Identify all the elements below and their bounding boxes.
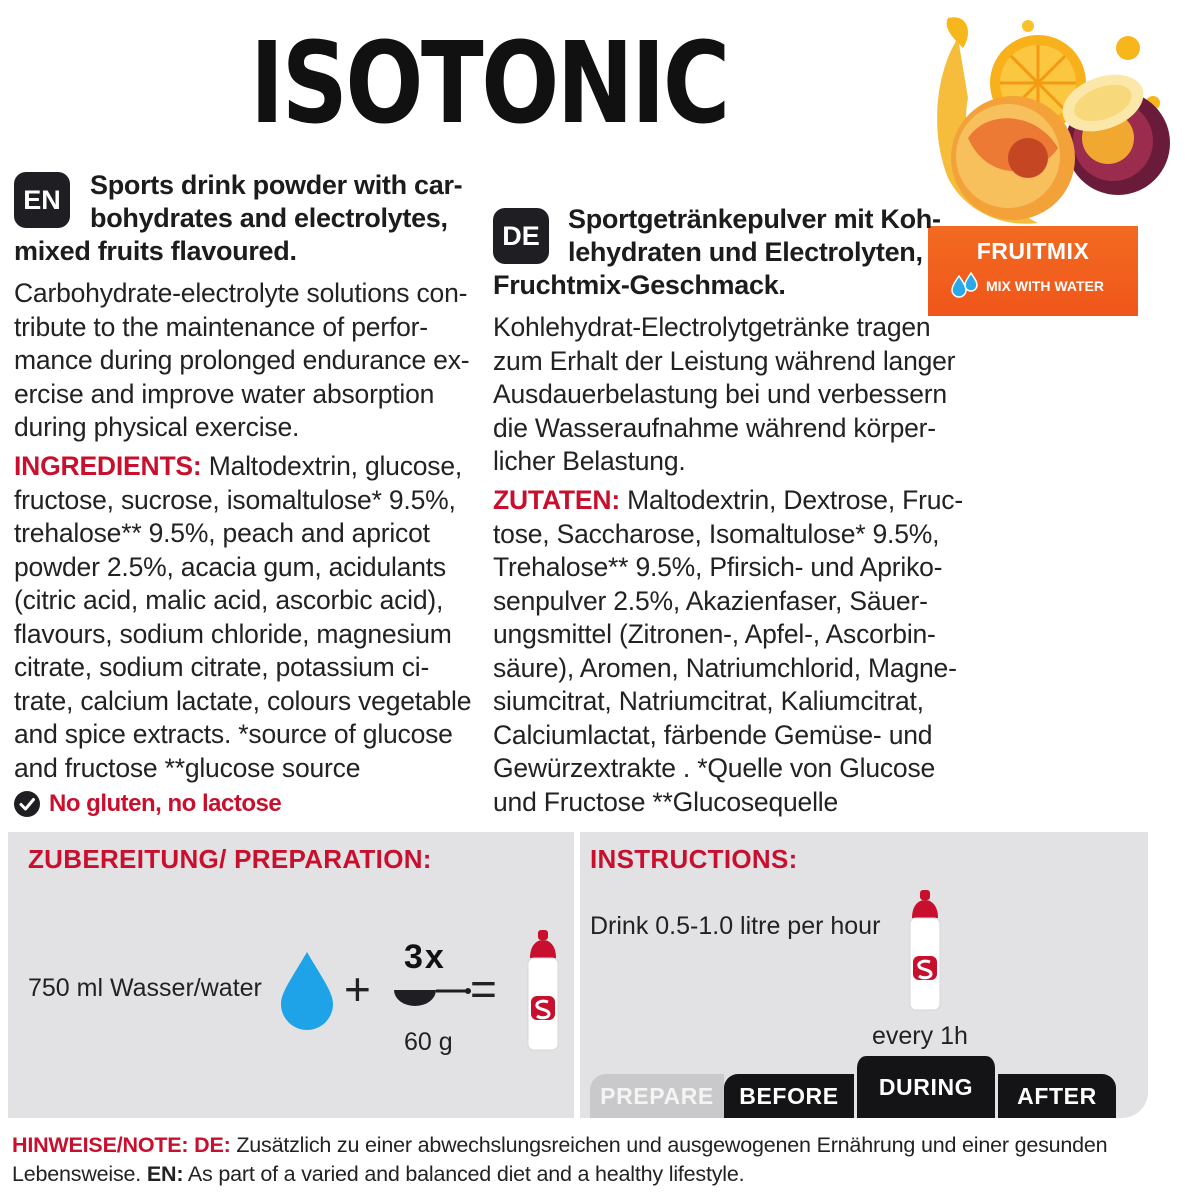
note-en-text: As part of a varied and balanced diet and a healthy lifestyle.	[183, 1162, 745, 1186]
en-ingredients-line: trate, calcium lactate, colours vegetable	[14, 685, 472, 716]
de-ingredients-line: ungsmittel (Zitronen-, Apfel-, Ascorbin-	[493, 619, 936, 649]
timing-tabs	[590, 1056, 1120, 1118]
note-label: HINWEISE/NOTE: DE:	[12, 1133, 231, 1157]
en-description-line: tribute to the maintenance of perfor-	[14, 311, 428, 342]
en-description-line: during physical exercise.	[14, 412, 300, 442]
tab-during: DURING	[854, 1056, 998, 1118]
mix-with-water	[950, 272, 1104, 300]
tab-prepare: PREPARE	[590, 1074, 724, 1118]
de-ingredients-line: tose, Saccharose, Isomaltulose* 9.5%,	[493, 518, 940, 549]
de-ingredients-line: säure), Aromen, Natriumchlorid, Magne-	[493, 652, 957, 683]
note-de-text: Zusätzlich zu einer abwechslungsreichen und ausgewogenen Ernährung und einer gesunden Lebensweise.	[12, 1133, 1108, 1186]
de-ingredients-line: Calciumlactat, färbende Gemüse- und	[493, 719, 933, 750]
drink-bottle-icon	[904, 888, 946, 1016]
de-description	[493, 311, 955, 479]
en-ingredients-line: Maltodextrin, glucose,	[201, 451, 463, 481]
de-heading-line-1: Sportgetränkepulver mit Koh-	[568, 204, 941, 234]
de-ingredients-line: Trehalose** 9.5%, Pfirsich- und Apriko-	[493, 552, 943, 582]
en-heading-line-3: mixed fruits flavoured.	[14, 236, 297, 266]
en-description-line: mance during prolonged endurance ex-	[14, 345, 470, 375]
de-description-line: zum Erhalt der Leistung während langer	[493, 345, 956, 376]
preparation-heading: ZUBEREITUNG/ PREPARATION:	[28, 844, 432, 874]
drink-bottle-icon	[522, 928, 564, 1056]
de-language-badge: DE	[493, 208, 549, 264]
de-heading-line-2: lehydraten und Electrolyten,	[568, 237, 923, 267]
en-ingredients-label: INGREDIENTS:	[14, 451, 202, 481]
flavour-banner	[928, 226, 1138, 316]
frequency-text: every 1h	[872, 1022, 968, 1050]
powder-weight: 60 g	[404, 1028, 453, 1056]
fruit-splash-icon	[918, 8, 1178, 238]
en-description	[14, 277, 469, 445]
en-ingredients-line: citrate, sodium citrate, potassium ci-	[14, 652, 430, 682]
de-description-line: Kohlehydrat-Electrolytgetränke tragen	[493, 312, 931, 342]
en-ingredients-line: and fructose **glucose source	[14, 752, 361, 783]
mix-with-water-label: MIX WITH WATER	[986, 278, 1104, 294]
scoop-count: 3x	[404, 938, 446, 976]
en-description-line: Carbohydrate-electrolyte solutions con-	[14, 278, 468, 308]
equals-sign: =	[470, 963, 497, 1015]
en-ingredients-line: and spice extracts. *source of glucose	[14, 719, 453, 749]
de-ingredients-line: senpulver 2.5%, Akazienfaser, Säuer-	[493, 585, 928, 616]
de-ingredients	[493, 484, 963, 819]
en-ingredients-line: fructose, sucrose, isomaltulose* 9.5%,	[14, 484, 456, 515]
no-gluten-label: No gluten, no lactose	[49, 790, 282, 817]
tab-before: BEFORE	[724, 1074, 854, 1118]
measuring-scoop-icon	[392, 982, 472, 1008]
note-en-label: EN:	[146, 1162, 184, 1186]
en-language-badge: EN	[14, 172, 70, 228]
dosage-text: Drink 0.5-1.0 litre per hour	[590, 912, 881, 940]
en-ingredients-line: powder 2.5%, acacia gum, acidulants	[14, 551, 446, 582]
en-heading-line-1: Sports drink powder with car-	[90, 170, 463, 200]
allergen-notice	[13, 790, 281, 818]
product-title: ISOTONIC	[250, 19, 728, 149]
de-ingredients-line: siumcitrat, Natriumcitrat, Kaliumcitrat,	[493, 686, 924, 716]
de-ingredients-line: Gewürzextrakte . *Quelle von Glucose	[493, 753, 936, 783]
instructions-heading: INSTRUCTIONS:	[590, 844, 798, 874]
de-description-line: Ausdauerbelastung bei und verbessern	[493, 379, 947, 409]
plus-sign: +	[344, 963, 371, 1015]
preparation-panel	[8, 832, 574, 1118]
water-drop-icon	[278, 950, 336, 1030]
en-heading-line-2: bohydrates and electrolytes,	[90, 203, 448, 233]
tab-after: AFTER	[998, 1074, 1116, 1118]
en-ingredients-line: trehalose** 9.5%, peach and apricot	[14, 518, 430, 548]
flavour-name: FRUITMIX	[976, 238, 1090, 264]
de-description-line: die Wasseraufnahme während körper-	[493, 412, 936, 443]
de-description-line: licher Belastung.	[493, 446, 686, 476]
en-description-line: ercise and improve water absorption	[14, 378, 435, 409]
water-drops-icon	[950, 272, 980, 300]
de-ingredients-line: und Fructose **Glucosequelle	[493, 786, 838, 817]
en-ingredients-line: (citric acid, malic acid, ascorbic acid),	[14, 585, 444, 615]
de-ingredients-line: Maltodextrin, Dextrose, Fruc-	[619, 485, 963, 515]
water-amount-label: 750 ml Wasser/water	[28, 974, 262, 1002]
checkmark-circle-icon	[13, 790, 41, 818]
footer-note	[12, 1131, 1182, 1189]
en-ingredients	[14, 450, 471, 785]
de-ingredients-label: ZUTATEN:	[493, 485, 620, 515]
de-heading-line-3: Fruchtmix-Geschmack.	[493, 270, 786, 300]
en-ingredients-line: flavours, sodium chloride, magnesium	[14, 618, 452, 649]
